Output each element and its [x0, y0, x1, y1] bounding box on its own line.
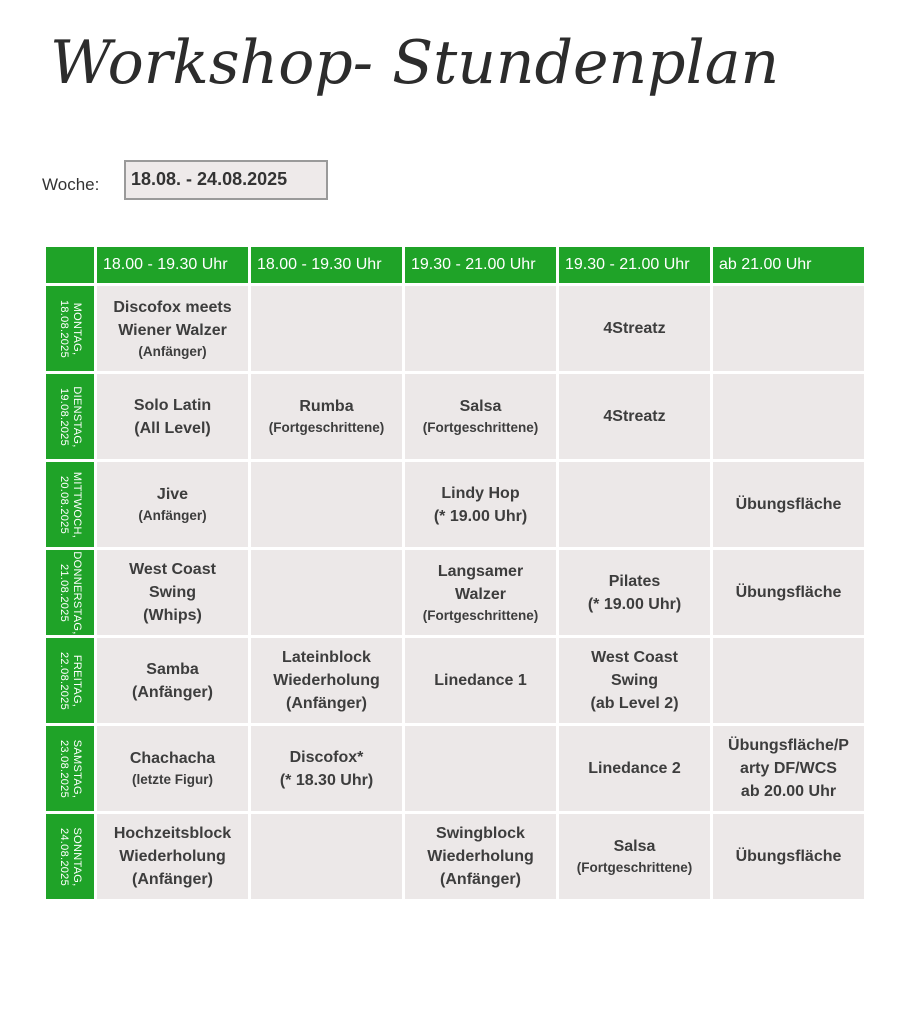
class-name: Lindy Hop — [441, 484, 520, 502]
class-name: Swingblock — [436, 825, 525, 842]
class-name: (ab Level 2) — [590, 695, 679, 712]
schedule-cell — [405, 462, 556, 547]
time-header: 19.30 - 21.00 Uhr — [405, 247, 556, 283]
class-name: Discofox* — [289, 748, 364, 766]
class-name: Linedance 2 — [588, 760, 681, 777]
day-label — [46, 638, 94, 723]
day-name: FREITAG, — [71, 654, 83, 707]
class-name: Rumba — [299, 398, 354, 415]
schedule-cell — [251, 550, 402, 635]
class-name: Lateinblock — [282, 649, 371, 666]
schedule-cell — [97, 814, 248, 899]
schedule-cell — [713, 638, 864, 723]
schedule-cell — [559, 814, 710, 899]
schedule-cell — [713, 462, 864, 547]
class-name: Wiederholung — [427, 848, 534, 865]
day-date: 19.08.2025 — [58, 387, 70, 446]
schedule-cell — [713, 814, 864, 899]
schedule-cell — [405, 726, 556, 811]
day-date: 22.08.2025 — [58, 651, 70, 710]
class-name: Salsa — [459, 398, 502, 415]
class-name: Übungsfläche — [735, 848, 842, 865]
schedule-cell — [97, 286, 248, 371]
day-label — [46, 726, 94, 811]
class-name: (Whips) — [143, 607, 202, 624]
class-name: (Anfänger) — [440, 871, 521, 888]
day-label — [46, 814, 94, 899]
day-date: 23.08.2025 — [58, 739, 70, 798]
class-name: Wiederholung — [273, 672, 380, 689]
time-header: 18.00 - 19.30 Uhr — [251, 247, 402, 283]
page-title: Workshop- Stundenplan — [50, 28, 780, 98]
class-name: Samba — [146, 660, 199, 678]
schedule-cell — [713, 726, 864, 811]
class-name: (Anfänger) — [286, 695, 367, 712]
class-level: (Fortgeschrittene) — [576, 860, 693, 875]
day-name: SONNTAG, — [71, 826, 83, 887]
schedule-cell — [559, 374, 710, 459]
schedule-cell — [251, 286, 402, 371]
schedule-table — [46, 247, 864, 899]
class-name: Langsamer — [437, 562, 524, 580]
day-date: 21.08.2025 — [58, 563, 70, 622]
schedule-cell — [559, 550, 710, 635]
class-name: (* 18.30 Uhr) — [279, 771, 374, 789]
schedule-cell — [251, 814, 402, 899]
class-name: Wiener Walzer — [118, 321, 227, 339]
class-name: (Anfänger) — [132, 683, 213, 701]
class-name: 4Streatz — [603, 320, 666, 337]
schedule-cell — [97, 374, 248, 459]
schedule-cell — [405, 550, 556, 635]
class-name: Chachacha — [129, 750, 216, 767]
class-name: Übungsfläche — [735, 584, 842, 601]
day-date: 20.08.2025 — [58, 475, 70, 534]
class-level: (Fortgeschrittene) — [268, 420, 385, 435]
day-label — [46, 462, 94, 547]
class-name: (Anfänger) — [132, 871, 213, 888]
schedule-cell — [97, 550, 248, 635]
schedule-cell — [97, 726, 248, 811]
day-name: SAMSTAG, — [71, 739, 83, 798]
time-header: 18.00 - 19.30 Uhr — [97, 247, 248, 283]
day-date: 24.08.2025 — [58, 827, 70, 886]
schedule-cell — [559, 638, 710, 723]
class-name: Pilates — [608, 572, 661, 590]
class-name: Übungsfläche/P — [728, 737, 849, 754]
schedule-cell — [559, 286, 710, 371]
class-level: (Fortgeschrittene) — [422, 420, 539, 435]
schedule-cell — [713, 550, 864, 635]
class-level: (letzte Figur) — [132, 772, 213, 787]
class-level: (Anfänger) — [138, 343, 207, 359]
class-name: Jive — [156, 486, 189, 503]
schedule-cell — [559, 462, 710, 547]
class-name: arty DF/WCS — [740, 760, 837, 777]
day-name: MONTAG, — [71, 302, 83, 355]
day-name: DONNERSTAG, — [71, 550, 83, 635]
schedule-cell — [251, 462, 402, 547]
schedule-cell — [251, 726, 402, 811]
class-name: Swing — [610, 672, 659, 689]
time-header: 19.30 - 21.00 Uhr — [559, 247, 710, 283]
week-field[interactable]: 18.08. - 24.08.2025 — [124, 160, 328, 200]
schedule-cell — [405, 286, 556, 371]
schedule-cell — [97, 462, 248, 547]
class-name: Walzer — [455, 585, 506, 603]
class-name: Discofox meets — [113, 298, 232, 316]
day-date: 18.08.2025 — [58, 299, 70, 358]
table-corner — [46, 247, 94, 283]
schedule-cell — [713, 286, 864, 371]
schedule-cell — [405, 374, 556, 459]
day-label — [46, 550, 94, 635]
schedule-cell — [405, 638, 556, 723]
class-name: (* 19.00 Uhr) — [587, 595, 682, 613]
class-level: (Anfänger) — [138, 508, 207, 523]
class-name: (All Level) — [134, 419, 211, 437]
schedule-cell — [713, 374, 864, 459]
class-name: Übungsfläche — [735, 496, 842, 513]
class-name: ab 20.00 Uhr — [740, 783, 837, 800]
class-name: 4Streatz — [603, 408, 666, 425]
time-header: ab 21.00 Uhr — [713, 247, 864, 283]
schedule-cell — [559, 726, 710, 811]
schedule-cell — [251, 638, 402, 723]
class-name: Swing — [148, 584, 197, 601]
class-name: Salsa — [613, 838, 656, 855]
day-label — [46, 374, 94, 459]
day-label — [46, 286, 94, 371]
day-name: MITTWOCH, — [71, 471, 83, 538]
class-name: (* 19.00 Uhr) — [433, 507, 528, 525]
schedule-cell — [251, 374, 402, 459]
class-name: Solo Latin — [133, 396, 212, 414]
class-name: Linedance 1 — [434, 672, 527, 689]
class-name: West Coast — [129, 561, 216, 578]
class-name: West Coast — [591, 649, 678, 666]
schedule-cell — [405, 814, 556, 899]
schedule-cell — [97, 638, 248, 723]
class-name: Wiederholung — [119, 848, 226, 865]
class-name: Hochzeitsblock — [113, 825, 232, 842]
day-name: DIENSTAG, — [71, 385, 83, 448]
class-level: (Fortgeschrittene) — [422, 607, 539, 623]
week-label: Woche: — [42, 175, 100, 194]
